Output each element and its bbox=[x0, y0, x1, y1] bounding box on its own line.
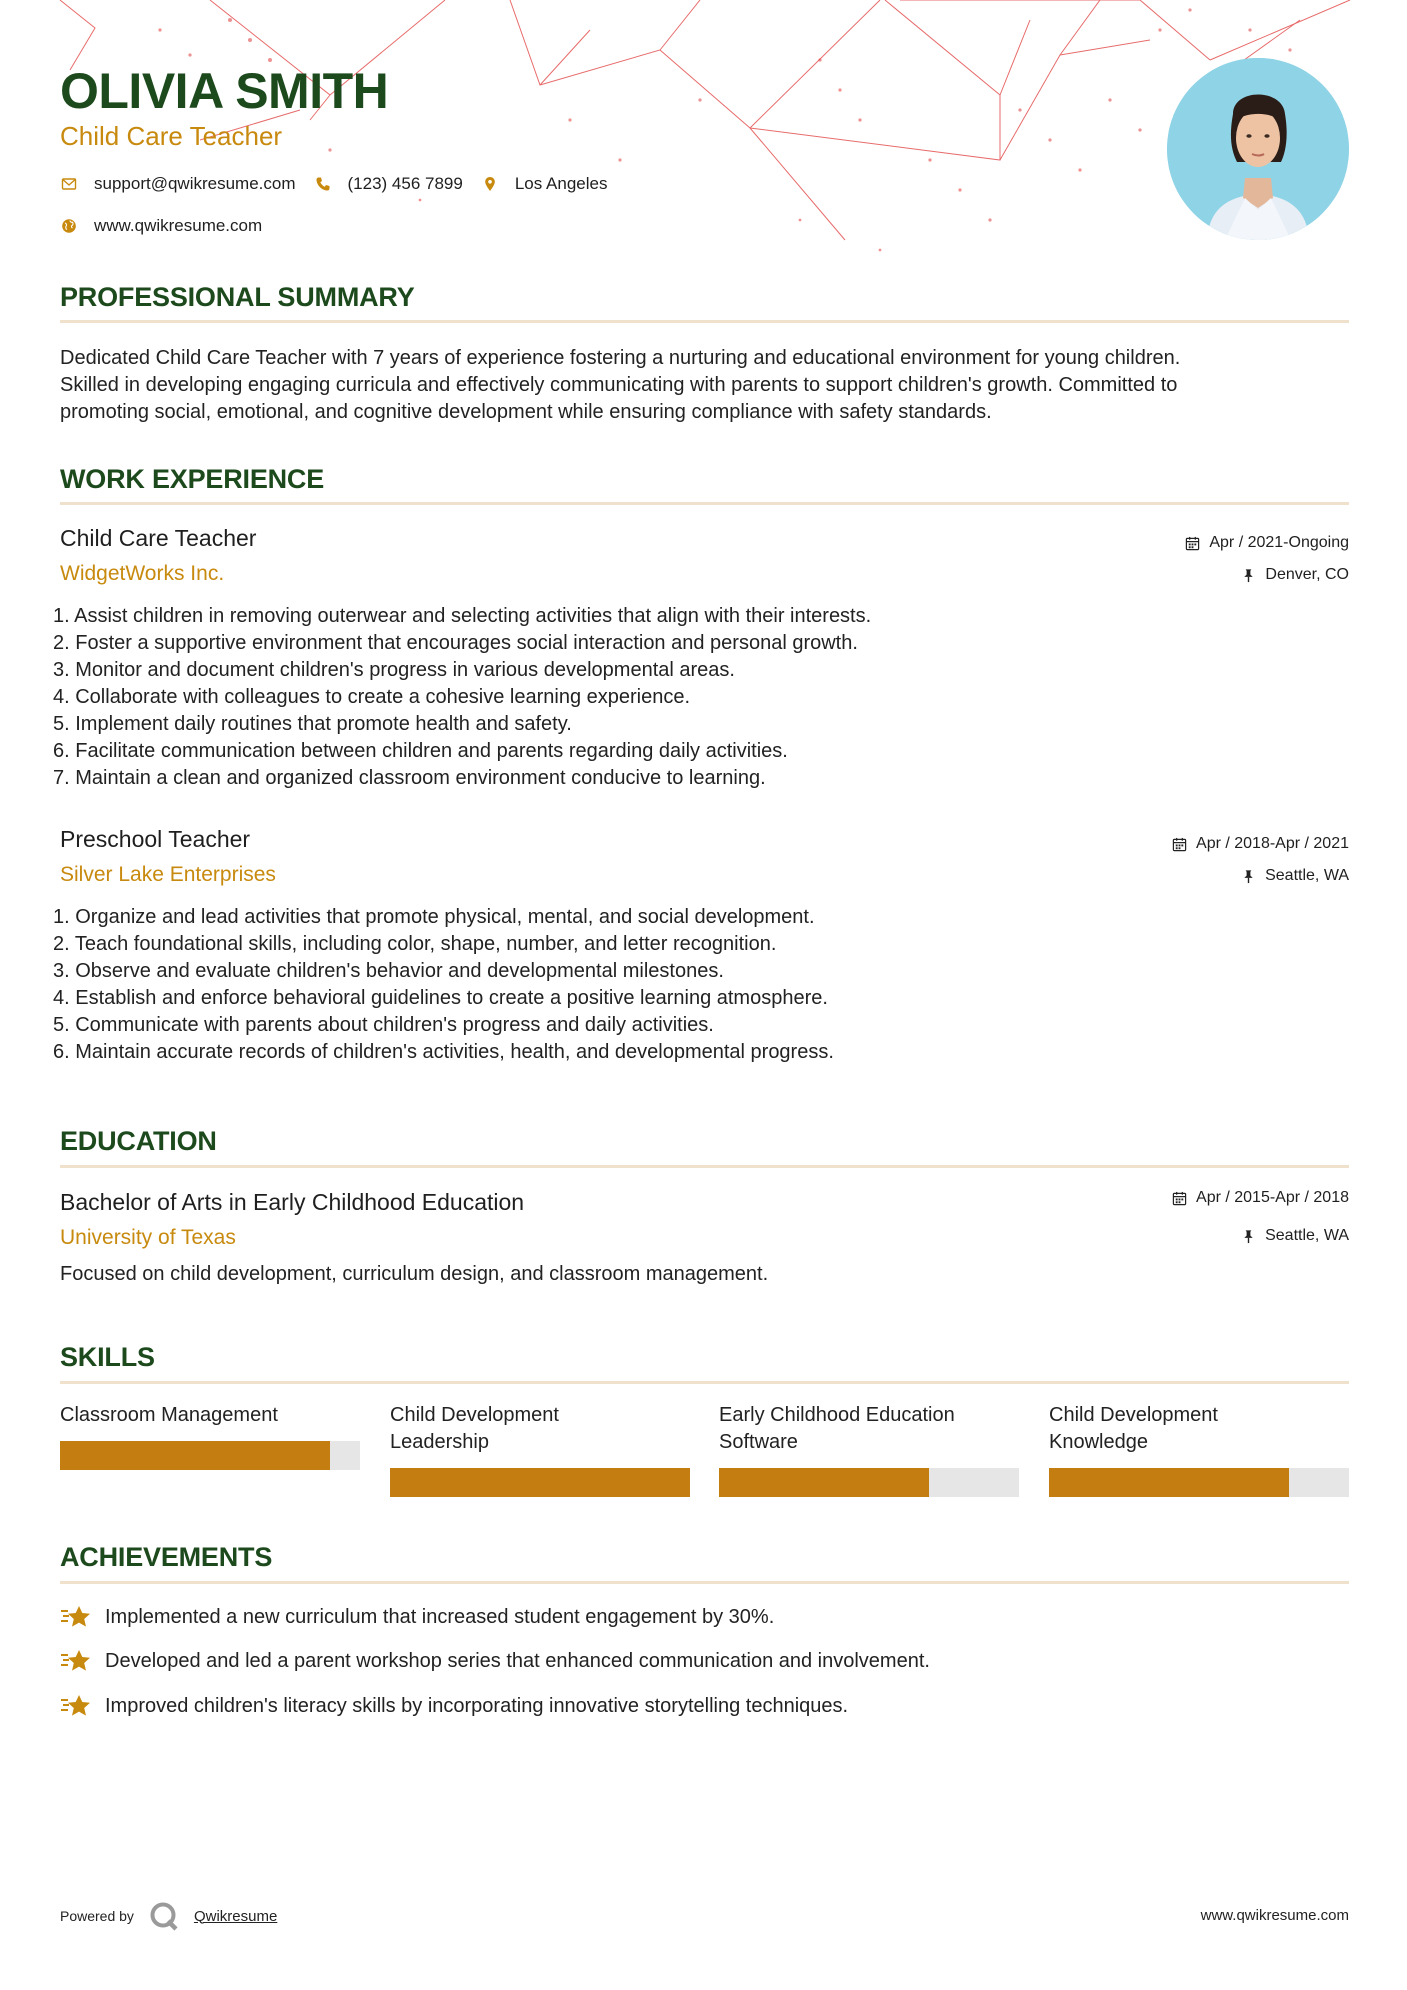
job-location bbox=[1241, 867, 1349, 885]
job-duties-list bbox=[53, 603, 871, 792]
pushpin-icon bbox=[1241, 869, 1256, 884]
list-item: 2. Foster a supportive environment that encourages social interaction and personal growth. bbox=[53, 632, 858, 654]
list-item: 2. Teach foundational skills, including color, shape, number, and letter recognition. bbox=[53, 933, 777, 955]
phone-icon bbox=[314, 175, 332, 193]
footer-powered-by bbox=[60, 1900, 277, 1932]
achievement-text: Developed and led a parent workshop series that enhanced communication and involvement. bbox=[105, 1649, 930, 1672]
skill-level-bar bbox=[719, 1468, 1019, 1497]
education-location-text: Seattle, WA bbox=[1265, 1227, 1349, 1244]
job-location bbox=[1241, 566, 1349, 584]
skill-level-fill bbox=[390, 1468, 690, 1497]
job-company: WidgetWorks Inc. bbox=[60, 562, 225, 585]
skill-level-fill bbox=[1049, 1468, 1289, 1497]
skills-divider bbox=[60, 1381, 1349, 1384]
phone-text: (123) 456 7899 bbox=[347, 174, 463, 193]
achievements-heading: ACHIEVEMENTS bbox=[60, 1542, 273, 1572]
location-text: Los Angeles bbox=[514, 174, 608, 193]
education-location bbox=[1241, 1227, 1349, 1245]
skill-item bbox=[1049, 1402, 1349, 1456]
education-dates-text: Apr / 2015-Apr / 2018 bbox=[1196, 1189, 1349, 1206]
contact-row-website bbox=[60, 216, 280, 236]
candidate-role: Child Care Teacher bbox=[60, 121, 283, 151]
summary-line: Dedicated Child Care Teacher with 7 years of experience fostering a nurturing and educational environment for young children. bbox=[60, 347, 1181, 369]
skill-name-line: Knowledge bbox=[1049, 1431, 1148, 1453]
job-title: Preschool Teacher bbox=[60, 826, 251, 852]
skill-level-bar bbox=[60, 1441, 360, 1470]
achievements-divider bbox=[60, 1581, 1349, 1584]
skill-level-bar bbox=[390, 1468, 690, 1497]
degree-title: Bachelor of Arts in Early Childhood Education bbox=[60, 1189, 525, 1215]
skill-name-line: Software bbox=[719, 1431, 798, 1453]
globe-icon bbox=[60, 217, 78, 235]
contact-row bbox=[60, 174, 625, 194]
job-dates-text: Apr / 2021-Ongoing bbox=[1209, 534, 1349, 551]
candidate-name: OLIVIA SMITH bbox=[60, 63, 389, 119]
star-icon bbox=[60, 1648, 92, 1674]
job-location-text: Denver, CO bbox=[1265, 566, 1349, 583]
list-item: 6. Facilitate communication between children and parents regarding daily activities. bbox=[53, 740, 788, 762]
list-item: 3. Observe and evaluate children's behavior and developmental milestones. bbox=[53, 960, 724, 982]
education-dates bbox=[1172, 1189, 1349, 1207]
qwikresume-logo-icon bbox=[148, 1900, 180, 1932]
skill-item bbox=[719, 1402, 1019, 1456]
contact-location bbox=[481, 174, 608, 194]
contact-website[interactable] bbox=[60, 216, 262, 236]
school-name: University of Texas bbox=[60, 1226, 236, 1249]
list-item: 5. Communicate with parents about children's progress and daily activities. bbox=[53, 1014, 714, 1036]
summary-heading: PROFESSIONAL SUMMARY bbox=[60, 282, 415, 312]
pushpin-icon bbox=[1241, 568, 1256, 583]
calendar-icon bbox=[1172, 837, 1187, 852]
profile-photo bbox=[1167, 58, 1349, 240]
summary-text bbox=[60, 345, 1349, 426]
skill-level-fill bbox=[60, 1441, 330, 1470]
achievement-item bbox=[60, 1604, 774, 1630]
skill-name-line: Leadership bbox=[390, 1431, 489, 1453]
achievement-text: Improved children's literacy skills by incorporating innovative storytelling techniques. bbox=[105, 1694, 849, 1717]
summary-divider bbox=[60, 320, 1349, 323]
skill-name-line: Early Childhood Education bbox=[719, 1404, 955, 1426]
powered-by-label: Powered by bbox=[60, 1908, 134, 1924]
job-dates bbox=[1185, 534, 1349, 552]
calendar-icon bbox=[1185, 536, 1200, 551]
skill-level-fill bbox=[719, 1468, 929, 1497]
job-title: Child Care Teacher bbox=[60, 525, 257, 551]
profile-portrait-image bbox=[1167, 58, 1349, 240]
envelope-icon bbox=[60, 175, 78, 193]
list-item: 4. Establish and enforce behavioral guidelines to create a positive learning atmosphere. bbox=[53, 987, 828, 1009]
skill-name-line: Child Development bbox=[390, 1404, 559, 1426]
experience-divider bbox=[60, 502, 1349, 505]
star-icon bbox=[60, 1604, 92, 1630]
pushpin-icon bbox=[1241, 1229, 1256, 1244]
list-item: 7. Maintain a clean and organized classroom environment conducive to learning. bbox=[53, 767, 766, 789]
summary-line: Skilled in developing engaging curricula and effectively communicating with parents to support children's growth. Committed to bbox=[60, 374, 1178, 396]
list-item: 4. Collaborate with colleagues to create a cohesive learning experience. bbox=[53, 686, 691, 708]
contact-phone[interactable] bbox=[314, 174, 463, 194]
job-company: Silver Lake Enterprises bbox=[60, 863, 276, 886]
footer-website-link[interactable]: www.qwikresume.com bbox=[1200, 1907, 1349, 1924]
job-dates bbox=[1172, 835, 1349, 853]
list-item: 5. Implement daily routines that promote health and safety. bbox=[53, 713, 572, 735]
skill-name-line: Classroom Management bbox=[60, 1404, 278, 1426]
map-pin-icon bbox=[481, 175, 499, 193]
skill-item bbox=[60, 1402, 360, 1429]
list-item: 6. Maintain accurate records of children's activities, health, and developmental progress. bbox=[53, 1041, 834, 1063]
achievement-item bbox=[60, 1648, 930, 1674]
skills-heading: SKILLS bbox=[60, 1342, 155, 1372]
achievement-text: Implemented a new curriculum that increased student engagement by 30%. bbox=[105, 1605, 775, 1628]
contact-email[interactable] bbox=[60, 174, 296, 194]
skill-name-line: Child Development bbox=[1049, 1404, 1218, 1426]
job-location-text: Seattle, WA bbox=[1265, 867, 1349, 884]
education-heading: EDUCATION bbox=[60, 1126, 217, 1156]
email-text: support@qwikresume.com bbox=[94, 174, 296, 193]
list-item: 1. Assist children in removing outerwear and selecting activities that align with their interests. bbox=[53, 605, 872, 627]
skill-item bbox=[390, 1402, 690, 1456]
star-icon bbox=[60, 1693, 92, 1719]
job-duties-list bbox=[53, 904, 834, 1066]
calendar-icon bbox=[1172, 1191, 1187, 1206]
skill-level-bar bbox=[1049, 1468, 1349, 1497]
summary-line: promoting social, emotional, and cognitive development while ensuring compliance with safety standards. bbox=[60, 401, 992, 423]
education-description: Focused on child development, curriculum design, and classroom management. bbox=[60, 1263, 769, 1285]
qwikresume-link[interactable]: Qwikresume bbox=[193, 1907, 278, 1925]
list-item: 3. Monitor and document children's progress in various developmental areas. bbox=[53, 659, 735, 681]
website-text: www.qwikresume.com bbox=[94, 216, 263, 235]
achievement-item bbox=[60, 1693, 848, 1719]
job-dates-text: Apr / 2018-Apr / 2021 bbox=[1196, 835, 1349, 852]
experience-heading: WORK EXPERIENCE bbox=[60, 464, 325, 494]
list-item: 1. Organize and lead activities that promote physical, mental, and social development. bbox=[53, 906, 815, 928]
education-divider bbox=[60, 1165, 1349, 1168]
